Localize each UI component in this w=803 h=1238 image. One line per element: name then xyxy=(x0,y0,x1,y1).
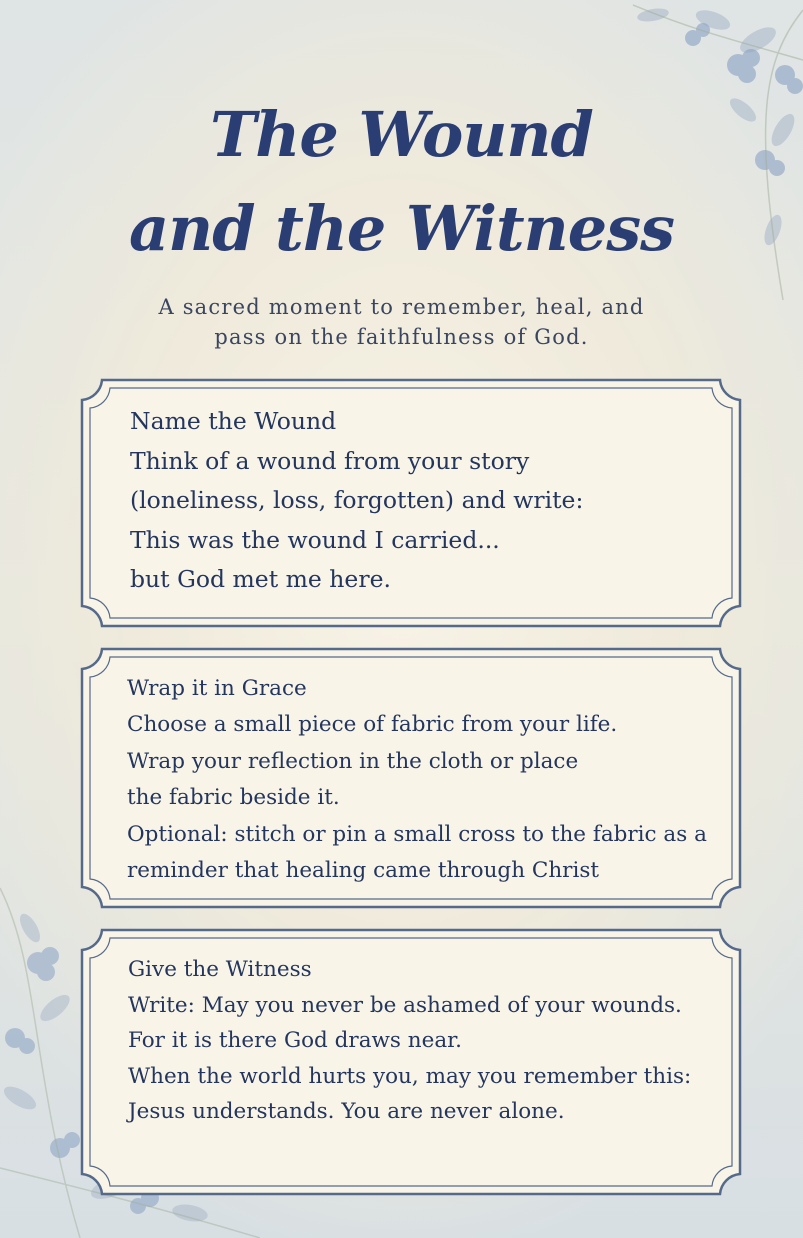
panel-line: Choose a small piece of fabric from your life. xyxy=(127,712,618,738)
panel-wrap-it-in-grace xyxy=(80,647,742,909)
panel-heading: Give the Witness xyxy=(128,957,312,982)
panel-name-the-wound xyxy=(80,378,742,628)
panel-line: but God met me here. xyxy=(130,565,391,593)
panel-heading: Wrap it in Grace xyxy=(127,676,307,701)
panel-heading: Name the Wound xyxy=(130,407,337,435)
panel-line: Think of a wound from your story xyxy=(130,446,530,475)
panel-line: Wrap your reflection in the cloth or place xyxy=(127,748,579,774)
panel-line: For it is there God draws near. xyxy=(128,1028,462,1053)
panel-line: the fabric beside it. xyxy=(127,785,340,811)
panel-line: (loneliness, loss, forgotten) and write: xyxy=(130,486,584,514)
panel-line: When the world hurts you, may you remember this: xyxy=(128,1063,692,1089)
panel-line: Write: May you never be ashamed of your wounds. xyxy=(128,992,682,1018)
page-title-line-2: and the Witness xyxy=(129,192,674,265)
panel-give-the-witness xyxy=(80,928,742,1196)
subtitle-line-1: A sacred moment to remember, heal, and xyxy=(158,295,645,319)
page-title-line-1: The Wound xyxy=(210,98,593,171)
panel-line: reminder that healing came through Christ xyxy=(127,858,600,884)
subtitle-line-2: pass on the faithfulness of God. xyxy=(214,325,589,349)
panel-line: This was the wound I carried... xyxy=(130,525,500,554)
panel-line: Jesus understands. You are never alone. xyxy=(128,1099,565,1124)
panel-line: Optional: stitch or pin a small cross to the fabric as a xyxy=(127,821,707,847)
page-subtitle xyxy=(0,292,803,352)
